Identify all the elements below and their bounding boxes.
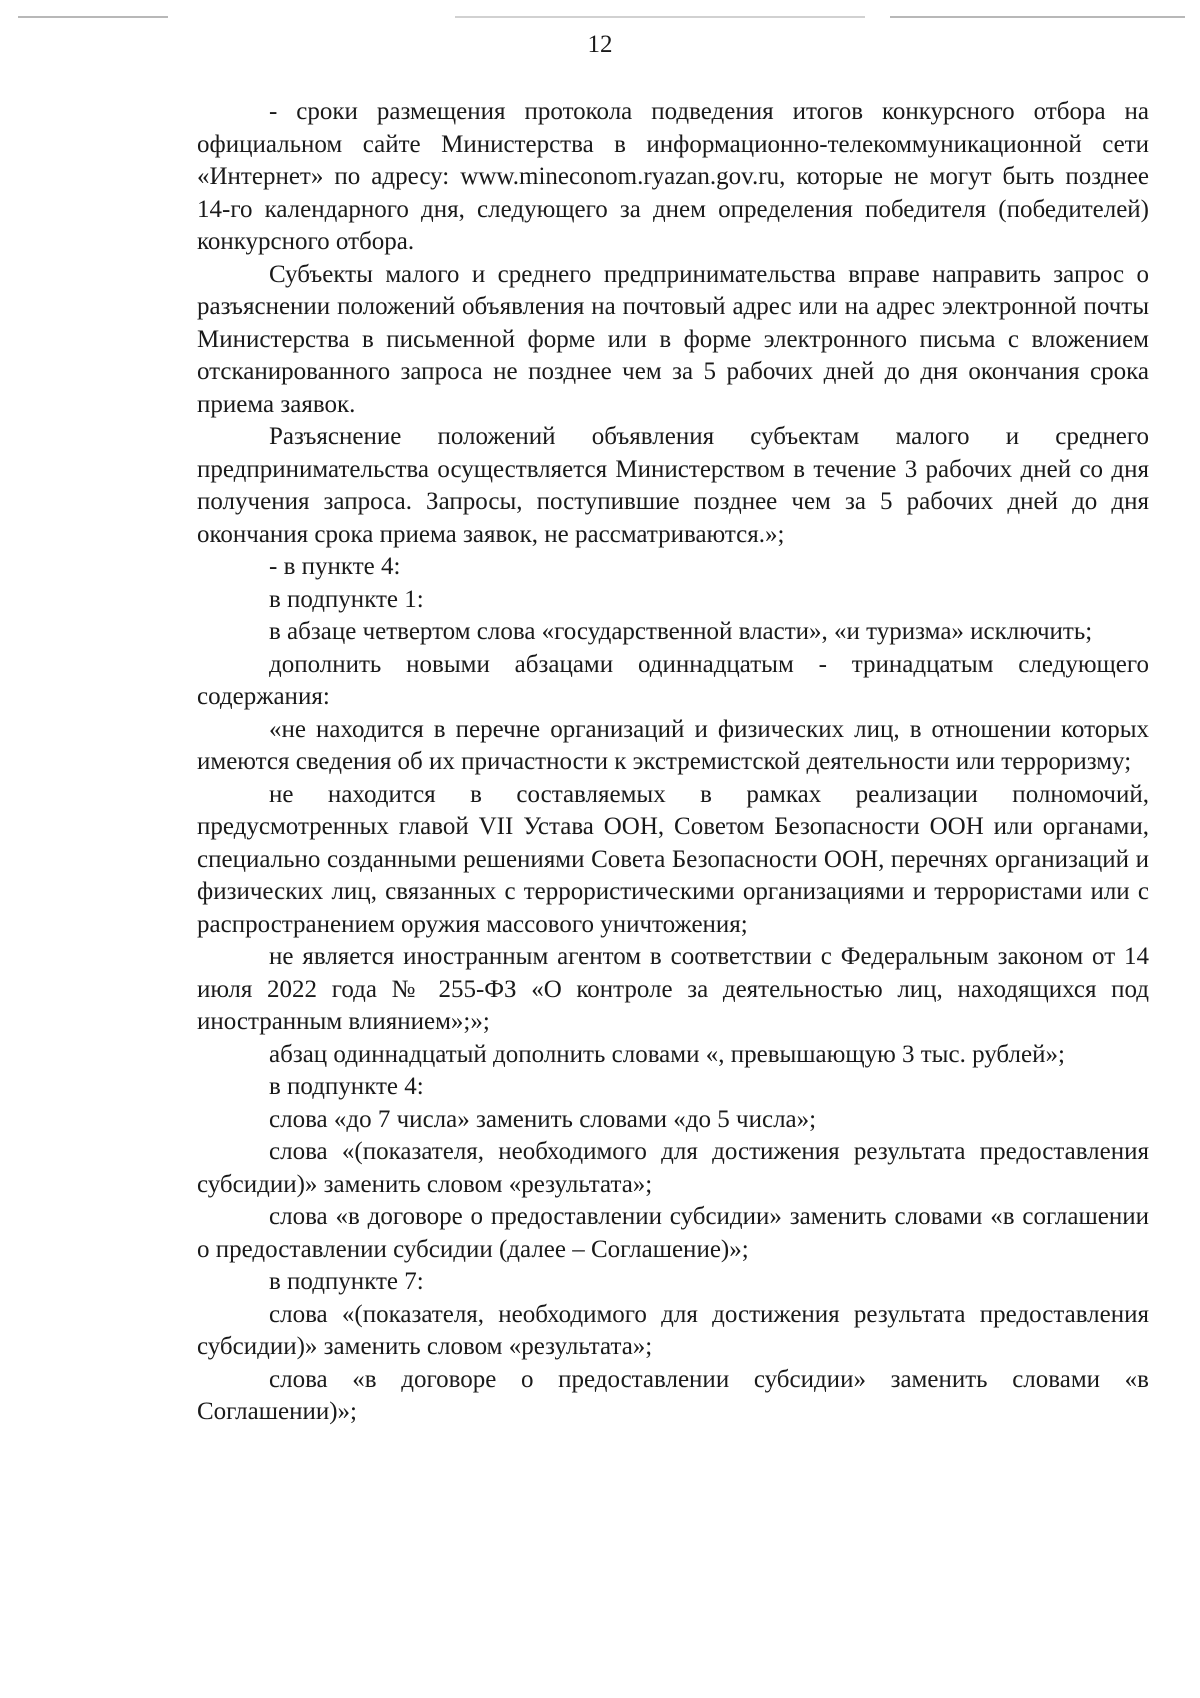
paragraph: в абзаце четвертом слова «государственной власти», «и туризма» исключить; [269, 618, 1093, 645]
paragraph: не находится в составляемых в рамках реализации полномочий, предусмотренных главой VII Устава ООН, Советом Безопасности ООН или органами, специально созданными решениями Совета Безопасности ООН, перечнях организаций и физических лиц, связанных с террористическими организациями и террористами или с распространением оружия массового уничтожения; [197, 780, 1149, 938]
paragraph: дополнить новыми абзацами одиннадцатым - тринадцатым следующего содержания: [197, 650, 1149, 710]
page-number: 12 [587, 31, 613, 58]
paragraph: слова «(показателя, необходимого для достижения результата предоставления субсидии)» заменить словом «результата»; [197, 1300, 1149, 1360]
paragraph: не является иностранным агентом в соответствии с Федеральным законом от 14 июля 2022 года № 255-ФЗ «О контроле за деятельностью лиц, находящихся под иностранным влиянием»;»; [197, 943, 1149, 1035]
paragraph: слова «в договоре о предоставлении субсидии» заменить словами «в соглашении о предоставлении субсидии (далее – Соглашение)»; [197, 1203, 1149, 1263]
paragraph: в подпункте 4: [269, 1073, 424, 1100]
scan-artifact-line [18, 16, 168, 18]
paragraph: абзац одиннадцатый дополнить словами «, превышающую 3 тыс. рублей»; [269, 1040, 1065, 1068]
paragraph: - в пункте 4: [269, 553, 401, 580]
paragraph: «не находится в перечне организаций и физических лиц, в отношении которых имеются сведения об их причастности к экстремистской деятельности или терроризму; [197, 715, 1149, 775]
paragraph: Разъяснение положений объявления субъектам малого и среднего предпринимательства осуществляется Министерством в течение 3 рабочих дней со дня получения запроса. Запросы, поступившие позднее чем за 5 рабочих дней до дня окончания срока приема заявок, не рассматриваются.»; [197, 423, 1149, 548]
paragraph: в подпункте 7: [269, 1268, 424, 1295]
scan-artifact-line [455, 16, 865, 18]
paragraph: Субъекты малого и среднего предпринимательства вправе направить запрос о разъяснении положений объявления на почтовый адрес или на адрес электронной почты Министерства в письменной форме или в форме электронного письма с вложением отсканированного запроса не позднее чем за 5 рабочих дней до дня окончания срока приема заявок. [197, 260, 1149, 418]
paragraph: слова «(показателя, необходимого для достижения результата предоставления субсидии)» заменить словом «результата»; [197, 1138, 1149, 1198]
paragraph: - сроки размещения протокола подведения итогов конкурсного отбора на официальном сайте Министерства в информационно-телекоммуникационной сети «Интернет» по адресу: www.mineconom.ryazan.gov.ru, которые не могут быть позднее 14-го календарного дня, следующего за днем определения победителя (победителей) конкурсного отбора. [197, 98, 1149, 255]
paragraph: слова «до 7 числа» заменить словами «до 5 числа»; [269, 1105, 817, 1133]
scan-artifact-line [890, 16, 1185, 18]
document-body [197, 96, 1149, 1429]
paragraph: в подпункте 1: [269, 585, 424, 613]
paragraph: слова «в договоре о предоставлении субсидии» заменить словами «в Соглашении)»; [197, 1365, 1149, 1425]
